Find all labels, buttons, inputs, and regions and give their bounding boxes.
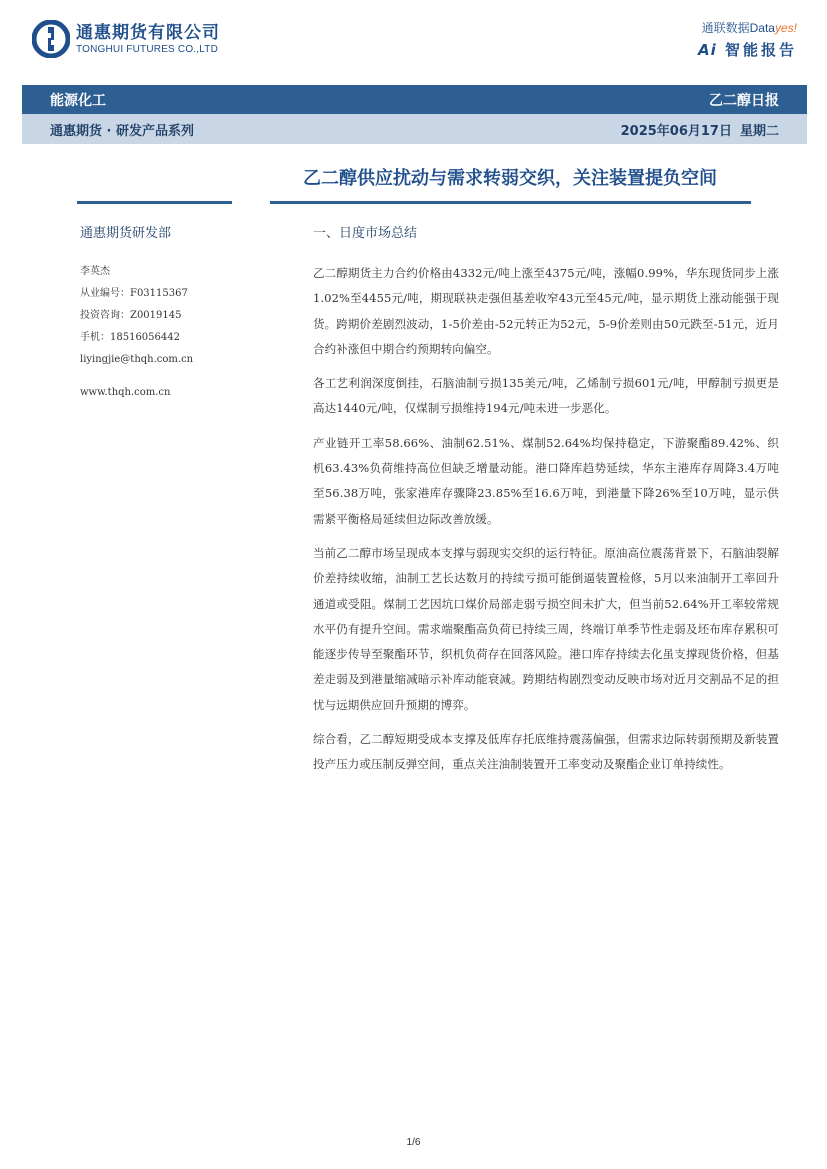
- date-group: [621, 120, 779, 139]
- page-number: 1/6: [406, 1137, 421, 1148]
- body-paragraph: 乙二醇期货主力合约价格由4332元/吨上涨至4375元/吨，涨幅0.99%，华东现货同步上涨1.02%至4455元/吨，期现联袂走强但基差收窄43元至45元/吨，显示期货上涨动能强于现货。跨期价差剧烈波动，1-5价差由-52元转正为52元，5-9价差则由50元跌至-51元，近月合约补涨但中期合约预期转向偏空。: [313, 266, 779, 356]
- section-title: 一、日度市场总结: [313, 226, 418, 241]
- consult-number: 投资咨询：Z0019145: [80, 310, 182, 321]
- category-banner: [22, 85, 807, 114]
- series-label: 通惠期货 · 研发产品系列: [50, 123, 194, 139]
- company-logo: [32, 20, 220, 58]
- category-label: 能源化工: [50, 92, 106, 109]
- body-paragraph: 产业链开工率58.66%、油制62.51%、煤制52.64%均保持稳定，下游聚酯89.42%、织机63.43%负荷维持高位但缺乏增量动能。港口降库趋势延续，华东主港库存周降3.4万吨至56.38万吨，张家港库存骤降23.85%至16.6万吨，到港量下降26%至10万吨，显示供需紧平衡格局延续但边际改善放缓。: [313, 435, 779, 526]
- report-type-label: 乙二醇日报: [709, 92, 779, 109]
- author-sidebar: [80, 222, 240, 398]
- body-paragraph: 综合看，乙二醇短期受成本支撑及低库存托底维持震荡偏强，但需求边际转弱预期及新装置投产压力或压制反弹空间，重点关注油制装置开工率变动及聚酯企业订单持续性。: [313, 732, 779, 772]
- phone-number: 手机：18516056442: [80, 332, 180, 343]
- partner-logo: [698, 20, 797, 60]
- series-banner: [22, 114, 807, 144]
- license-number: 从业编号：F03115367: [80, 288, 188, 299]
- body-paragraph: 当前乙二醇市场呈现成本支撑与弱现实交织的运行特征。原油高位震荡背景下，石脑油裂解价差持续收缩，油制工艺长达数月的持续亏损可能倒逼装置检修，5月以来油制开工率回升通道或受阻。煤制工艺因坑口煤价局部走弱亏损空间未扩大，但当前52.64%开工率较常规水平仍有提升空间。需求端聚酯高负荷已持续三周，终端订单季节性走弱及坯布库存累积可能逐步传导至聚酯环节，织机负荷存在回落风险。港口库存持续去化虽支撑现货价格，但基差走弱及到港量缩减暗示补库动能衰减。跨期结构剧烈变动反映市场对近月交割品不足的担忧与远期供应回升预期的博弈。: [313, 545, 779, 712]
- sidebar-divider: [77, 201, 232, 204]
- ai-report-text: 智能报告: [724, 41, 797, 59]
- ai-label: Ai: [697, 41, 717, 59]
- report-weekday: 星期二: [739, 123, 779, 139]
- report-date: 2025年06月17日: [620, 123, 732, 139]
- ai-report-label: [698, 40, 797, 60]
- title-divider: [270, 201, 751, 204]
- body-paragraph: 各工艺利润深度倒挂，石脑油制亏损135美元/吨，乙烯制亏损601元/吨，甲醇制亏损更是高达1440元/吨，仅煤制亏损维持194元/吨未进一步恶化。: [313, 376, 779, 416]
- partner-suffix: yes!: [774, 21, 797, 35]
- company-website: www.thqh.com.cn: [80, 387, 171, 398]
- partner-brand: Data: [749, 21, 775, 35]
- company-name-cn: 通惠期货有限公司: [76, 23, 220, 43]
- email-address: liyingjie@thqh.com.cn: [80, 354, 194, 365]
- company-logo-icon: [32, 20, 70, 58]
- report-body: [313, 222, 779, 787]
- department-name: 通惠期货研发部: [80, 226, 172, 241]
- document-title: 乙二醇供应扰动与需求转弱交织，关注装置提负空间: [303, 168, 717, 189]
- analyst-name: 李英杰: [80, 266, 110, 277]
- company-name-en: TONGHUI FUTURES CO.,LTD: [76, 44, 219, 55]
- datayes-logo: [698, 20, 797, 36]
- partner-prefix: 通联数据: [701, 21, 750, 35]
